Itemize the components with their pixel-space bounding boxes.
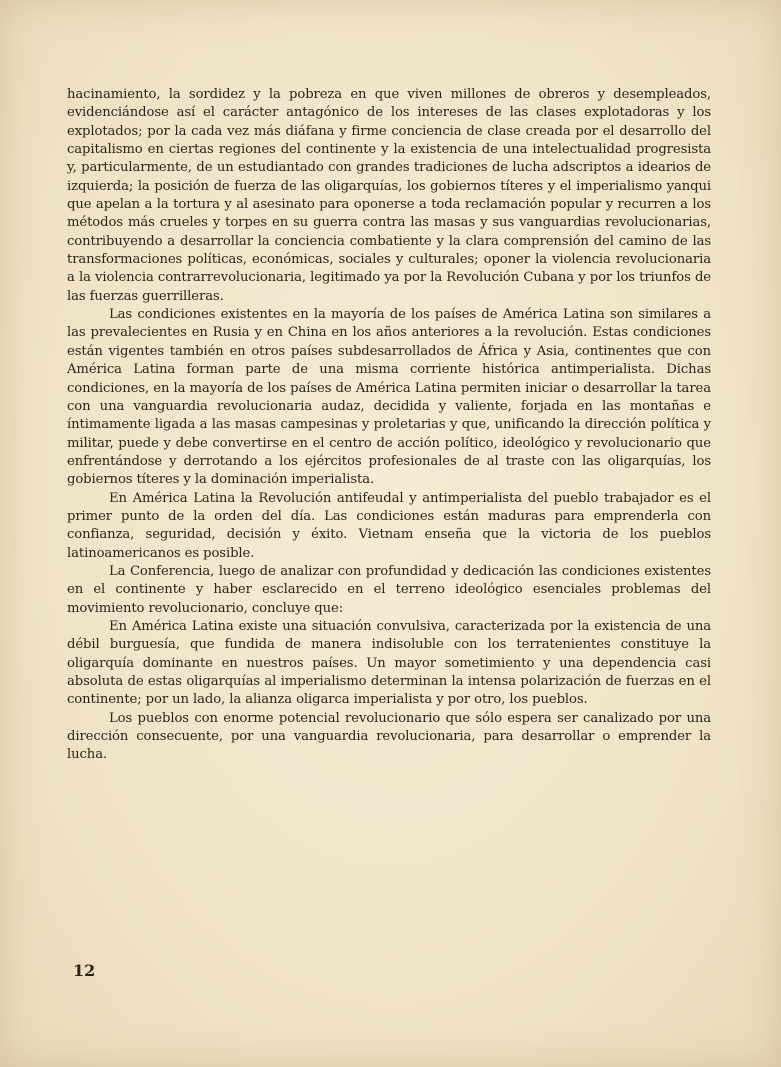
- paragraph-conditions: Las condiciones existentes en la mayoría de los países de América Latina son similares a las prevalecientes en Rusia y en China en los años anteriores a la revolución. Estas condiciones están vigentes también en otros países subdesarrollados de África y Asia, continentes que con América Latina forman parte de una misma corriente histórica antimperialista. Dichas condiciones, en la mayoría de los países de América Latina permiten iniciar o desarrollar la tarea con una vanguardia revolucionaria audaz, decidida y valiente, forjada en las montañas e íntimamente ligada a las masas campesinas y proletarias y que, unificando la dirección política y militar, puede y debe convertirse en el centro de acción político, ideológico y revolucionario que enfrentándose y derrotando a los ejércitos profesionales de al traste con las oligarquías, los gobiernos títeres y la dominación imperialista.: [67, 307, 711, 488]
- paragraph-peoples: Los pueblos con enorme potencial revolucionario que sólo espera ser canalizado por una dirección consecuente, por una vanguardia revolucionaria, para desarrollar o emprender la lucha.: [67, 710, 711, 763]
- body-text: [67, 86, 711, 765]
- paragraph-revolution: En América Latina la Revolución antifeudal y antimperialista del pueblo trabajador es el primer punto de la orden del día. Las condiciones están maduras para emprenderla con confianza, seguridad, decisión y éxito. Vietnam enseña que la victoria de los pueblos latinoamericanos es posible.: [67, 490, 711, 561]
- page-number: 12: [73, 961, 96, 980]
- paragraph-conference: La Conferencia, luego de analizar con profundidad y dedicación las condiciones existentes en el continente y haber esclarecido en el terreno ideológico esenciales problemas del movimiento revolucionario, concluye que:: [67, 563, 711, 616]
- paragraph-situation: En América Latina existe una situación convulsiva, caracterizada por la existencia de una débil burguesía, que fundida de manera indisoluble con los terratenientes constituye la oligarquía dominante en nuestros países. Un mayor sometimiento y una dependencia casi absoluta de estas oligarquías al imperialismo determinan la intensa polarización de fuerzas en el continente; por un lado, la alianza oligarca imperialista y por otro, los pueblos.: [67, 618, 711, 708]
- paragraph-continuation: hacinamiento, la sordidez y la pobreza en que viven millones de obreros y desempleados, evidenciándose así el carácter antagónico de los intereses de las clases explotadoras y los explotados; por la cada vez más diáfana y firme conciencia de clase creada por el desarrollo del capitalismo en ciertas regiones del continente y la existencia de una intelectualidad progresista y, particularmente, de un estudiantado con grandes tradiciones de lucha adscriptos a idearios de izquierda; la posición de fuerza de las oligarquías, los gobiernos títeres y el imperialismo yanqui que apelan a la tortura y al asesinato para oponerse a toda reclamación popular y recurren a los métodos más crueles y torpes en su guerra contra las masas y sus vanguardias revolucionarias, contribuyendo a desarrollar la conciencia combatiente y la clara comprensión del camino de las transformaciones políticas, económicas, sociales y culturales; oponer la violencia revolucionaria a la violencia contrarrevolucionaria, legitimado ya por la Revolución Cubana y por los triunfos de las fuerzas guerrilleras.: [67, 87, 711, 304]
